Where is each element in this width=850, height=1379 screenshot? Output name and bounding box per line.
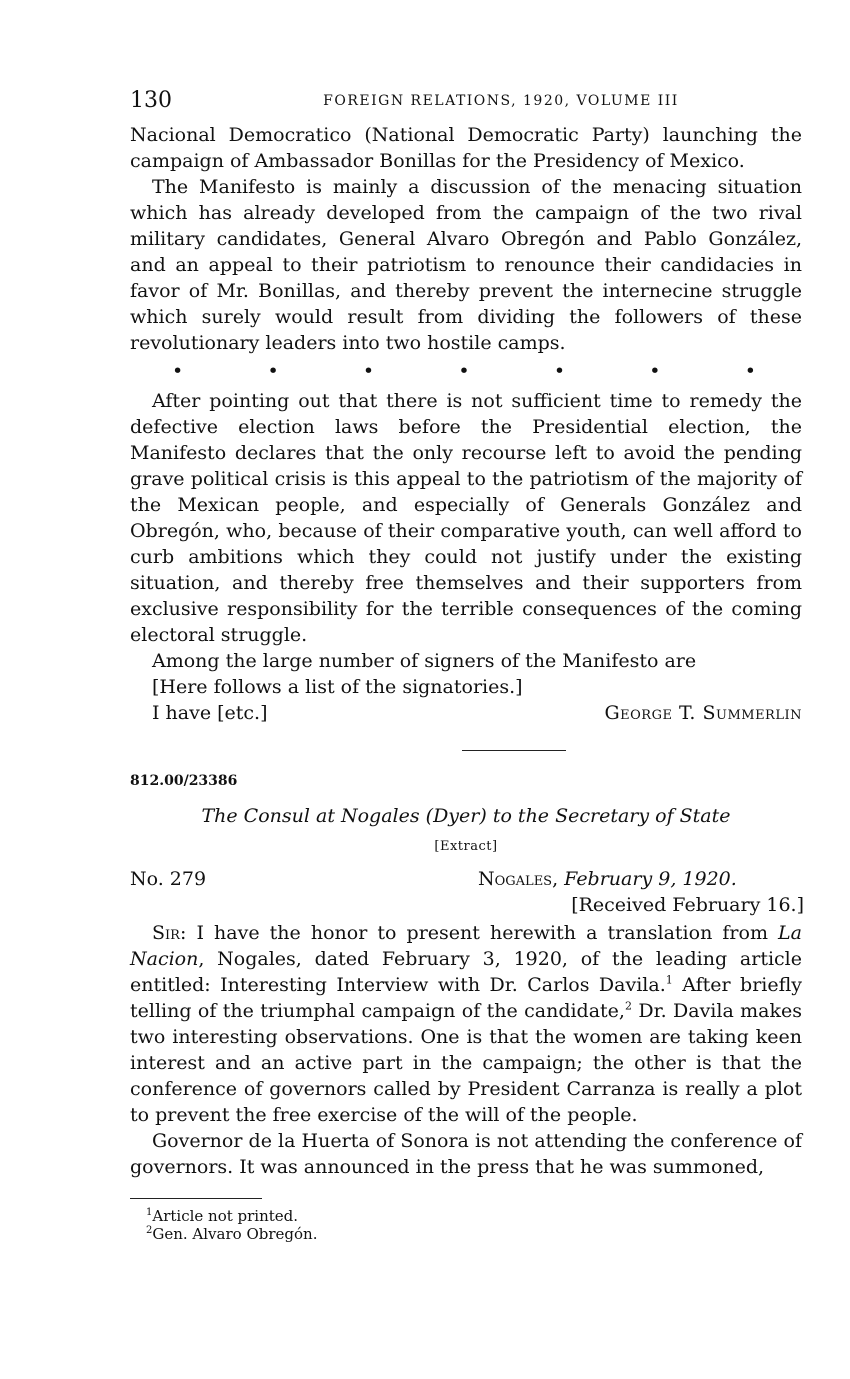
footnote-rule <box>130 1198 262 1199</box>
omission-dot: • <box>649 360 661 382</box>
paragraph-manifesto: The Manifesto is mainly a discussion of the menacing situation which has already developed from the campaign of the two rival military candidates, General Alvaro Obregón and Pablo González, and an appeal to their patriotism to renounce their candidacies in favor of Mr. Bonillas, and thereby prevent the internecine struggle which surely would result from dividing the followers of these revolutionary leaders into two hostile camps. <box>130 176 802 354</box>
footnote-text: Gen. Alvaro Obregón. <box>152 1225 318 1243</box>
bracket-note: [Here follows a list of the signatories.] <box>152 676 523 698</box>
newspaper-name: La Nacion <box>130 922 802 970</box>
running-title: FOREIGN RELATIONS, 1920, VOLUME III <box>323 93 679 109</box>
extract-label: [Extract] <box>434 839 498 854</box>
document-title: The Consul at Nogales (Dyer) to the Secretary of State <box>201 805 731 827</box>
text-run: After briefly telling of the triumphal campaign of the candidate, <box>130 974 802 1022</box>
text-run: Dr. Davila makes two interesting observations. One is that the women are taking keen interest and an active part in the campaign; the other is that the conference of governors called by President Carranza is really a plot to prevent the free exercise of the will of the people. <box>130 1000 803 1126</box>
letter-paragraph-1 <box>130 920 802 1128</box>
omission-dot: • <box>744 360 756 382</box>
footnote-mark: 2 <box>146 1225 153 1236</box>
footnote <box>130 1225 802 1243</box>
omission-dot: • <box>553 360 566 382</box>
document-page <box>130 88 802 1243</box>
closing-row <box>130 700 802 726</box>
footnote-ref: 2 <box>624 999 632 1013</box>
text-run: : I have the honor to present herewith a translation from <box>179 922 779 944</box>
salutation: Sir <box>152 922 180 944</box>
omission-dot: • <box>458 360 470 382</box>
text-run: , Nogales, dated February 3, 1920, of the leading article entitled: Interesting Interview with Dr. Carlos Davila. <box>130 948 802 996</box>
omission-marks <box>130 358 802 384</box>
paragraph-continued: Nacional Democratico (National Democratic Party) launching the campaign of Ambassador Bonillas for the Presidency of Mexico. <box>130 124 802 172</box>
date: February 9, 1920. <box>564 868 737 890</box>
letter-paragraph-2: Governor de la Huerta of Sonora is not attending the conference of governors. It was announced in the press that he was summoned, <box>130 1130 802 1178</box>
omission-dot: • <box>362 360 375 382</box>
signer-name: George T. Summerlin <box>604 702 802 724</box>
signers-line: Among the large number of signers of the Manifesto are <box>152 650 697 672</box>
closing-text: I have [etc.] <box>152 702 268 724</box>
omission-dot: • <box>267 360 279 382</box>
place: Nogales, <box>478 868 559 890</box>
footnote-ref: 1 <box>665 973 673 987</box>
footnote <box>130 1207 802 1225</box>
document-number: No. 279 <box>130 868 207 890</box>
running-head <box>130 88 802 116</box>
section-divider <box>462 750 566 751</box>
footnote-mark: 1 <box>146 1207 153 1218</box>
footnote-text: Article not printed. <box>152 1207 299 1225</box>
file-number: 812.00/23386 <box>130 773 238 789</box>
omission-dot: • <box>172 360 184 382</box>
paragraph-after: After pointing out that there is not sufficient time to remedy the defective election laws before the Presidential election, the Manifesto declares that the only recourse left to avoid the pending grave political crisis is this appeal to the patriotism of the majority of the Mexican people, and especially of Generals González and Obregón, who, because of their comparative youth, can well afford to curb ambitions which they could not justify under the existing situation, and thereby free themselves and their supporters from exclusive responsibility for the terrible consequences of the coming electoral struggle. <box>130 390 802 646</box>
received-note: [Received February 16.] <box>571 894 804 916</box>
place-date <box>478 866 737 892</box>
dateline <box>130 866 802 920</box>
page-number: 130 <box>130 88 172 113</box>
